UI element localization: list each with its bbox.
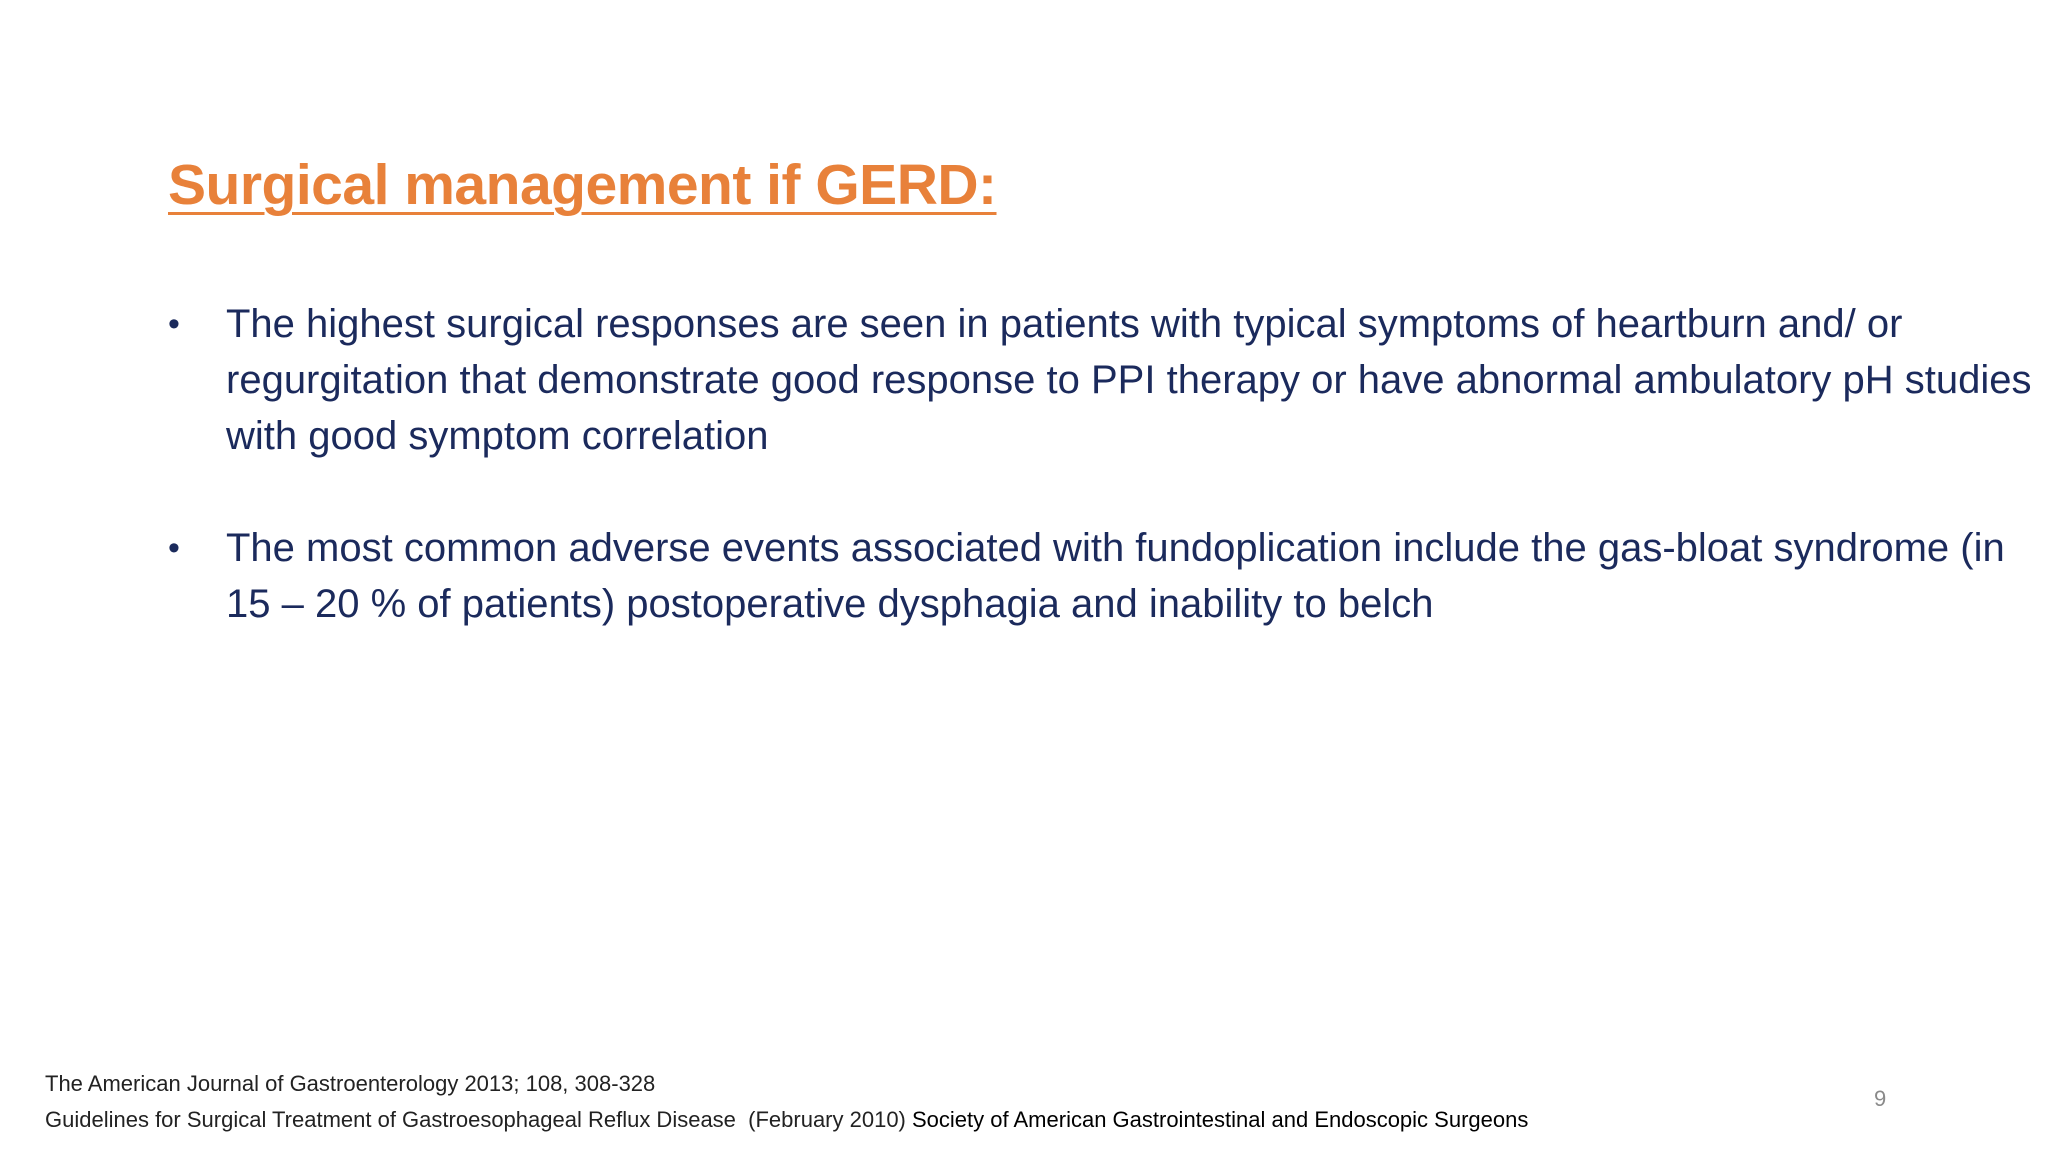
bullet-list xyxy=(168,296,2038,688)
bullet-text: The highest surgical responses are seen in patients with typical symptoms of heartburn and/ or regurgitation that demonstrate good response to PPI therapy or have abnormal ambulatory pH studies with good symptom correlation xyxy=(226,302,2032,458)
references xyxy=(45,1066,1528,1138)
bullet-text: The most common adverse events associated with fundoplication include the gas-bloat syndrome (in 15 – 20 % of patients) postoperative dysphagia and inability to belch xyxy=(226,526,2005,626)
reference-line-2 xyxy=(45,1102,1528,1138)
bullet-item xyxy=(168,520,2038,632)
page-number: 9 xyxy=(1874,1086,1887,1111)
slide-title: Surgical management if GERD: xyxy=(168,153,997,217)
bullet-marker: • xyxy=(168,529,180,567)
bullet-marker: • xyxy=(168,305,180,343)
bullet-item xyxy=(168,296,2038,464)
reference-society: Society of American Gastrointestinal and Endoscopic Surgeons xyxy=(912,1107,1529,1132)
reference-guideline: Guidelines for Surgical Treatment of Gastroesophageal Reflux Disease (February 2010) xyxy=(45,1107,912,1132)
reference-line-1: The American Journal of Gastroenterology 2013; 108, 308-328 xyxy=(45,1071,656,1096)
